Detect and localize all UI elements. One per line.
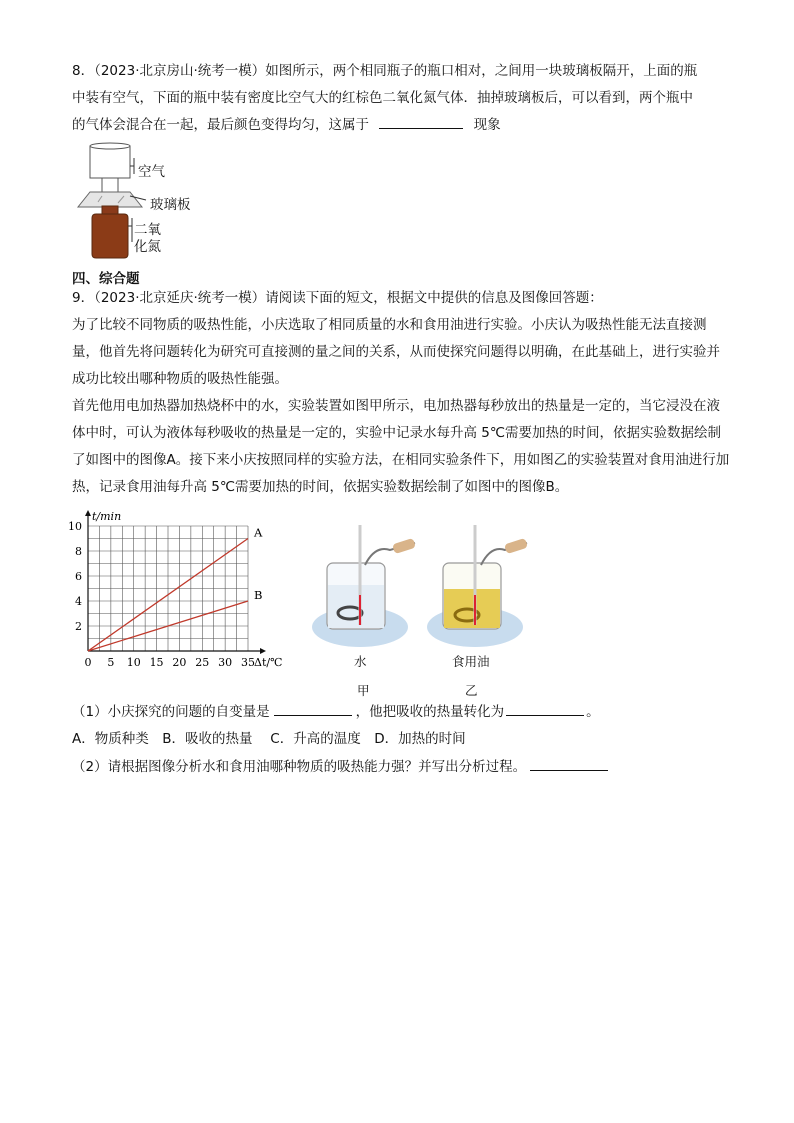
q8-answer-blank[interactable] — [379, 112, 463, 129]
section-title: 四、综合题 — [72, 271, 140, 287]
y-axis-label: t/min — [92, 510, 122, 523]
x-tick-label: 25 — [195, 656, 210, 669]
y-axis-arrow — [85, 510, 91, 516]
q9-sub2-text: （2）请根据图像分析水和食用油哪种物质的吸热能力强？并写出分析过程。 — [72, 759, 527, 775]
y-tick-label: 8 — [75, 545, 82, 558]
x-axis-label: Δt/℃ — [254, 656, 283, 669]
fig-jia-label: 甲 — [357, 683, 370, 698]
x-axis-arrow — [260, 648, 266, 654]
q9-options: A．物质种类 B．吸收的热量 C．升高的温度 D．加热的时间 — [72, 731, 466, 747]
q8-line3-pre: 的气体会混合在一起，最后颜色变得均匀，这属于 — [72, 117, 369, 133]
q9-line1: 9．（2023·北京延庆·统考一模）请阅读下面的短文，根据文中提供的信息及图像回答题： — [72, 290, 603, 306]
x-tick-label: 0 — [84, 656, 92, 669]
q9-sub1 — [72, 699, 732, 726]
beaker-water-label: 水 — [354, 654, 367, 669]
x-tick-label: 5 — [107, 656, 115, 669]
q9-sub1-mid: ，他把吸收的热量转化为 — [355, 704, 505, 720]
label-air: 空气 — [138, 164, 165, 180]
q9-sub2-blank[interactable] — [530, 754, 608, 771]
label-glass: 玻璃板 — [150, 197, 191, 213]
y-tick-label: 10 — [68, 520, 82, 533]
fig-yi-label: 乙 — [465, 683, 478, 698]
q9-sub2 — [72, 754, 732, 781]
y-tick-label: 4 — [75, 595, 82, 608]
beakers-figure — [305, 525, 535, 655]
x-tick-label: 15 — [149, 656, 164, 669]
y-tick-label: 6 — [75, 570, 82, 583]
x-tick-label: 30 — [218, 656, 233, 669]
q9-sub1-end: 。 — [586, 704, 600, 720]
series-label-B: B — [254, 588, 263, 602]
x-tick-label: 10 — [126, 656, 141, 669]
q9-sub1-blank1[interactable] — [274, 699, 352, 716]
x-tick-label: 20 — [172, 656, 187, 669]
chart — [62, 505, 302, 679]
y-tick-label: 2 — [75, 620, 82, 633]
chart-svg — [62, 505, 302, 675]
q8-line3 — [72, 112, 732, 139]
q9-para1: 为了比较不同物质的吸热性能，小庆选取了相同质量的水和食用油进行实验。小庆认为吸热性能无法直接测量，他首先将问题转化为研究可直接测的量之间的关系，从而使探究问题得以明确，在此基础上，进行实验并成功比较出哪种物质的吸热性能强。 — [72, 317, 720, 387]
x-tick-label: 35 — [241, 656, 255, 669]
q9-sub1-pre: （1）小庆探究的问题的自变量是 — [72, 704, 270, 720]
q8-line1: 8．（2023·北京房山·统考一模）如图所示，两个相同瓶子的瓶口相对，之间用一块玻璃板隔开，上面的瓶 — [72, 63, 698, 79]
beaker-oil-label: 食用油 — [452, 654, 490, 669]
q8-line2: 中装有空气，下面的瓶中装有密度比空气大的红棕色二氧化氮气体．抽掉玻璃板后，可以看到，两个瓶中 — [72, 90, 693, 106]
q9-para2: 首先他用电加热器加热烧杯中的水，实验装置如图甲所示，电加热器每秒放出的热量是一定的，当它浸没在液体中时，可认为液体每秒吸收的热量是一定的，实验中记录水每升高 5℃需要加热的时间，依据实验数据绘制了如图中的图像A。接下来小庆按照同样的实验方法，在相同实验条件下，用如图乙的实验装置对食用油进行加热，记录食用油每升高 5℃需要加热的时间，依据实验数据绘制了如图中的图像B。 — [72, 398, 730, 495]
q8-line3-post: 现象 — [473, 117, 501, 133]
label-no2-b: 化氮 — [134, 239, 161, 255]
q9-sub1-blank2[interactable] — [506, 699, 584, 716]
label-no2-a: 二氧 — [134, 222, 161, 238]
series-label-A: A — [254, 525, 263, 540]
